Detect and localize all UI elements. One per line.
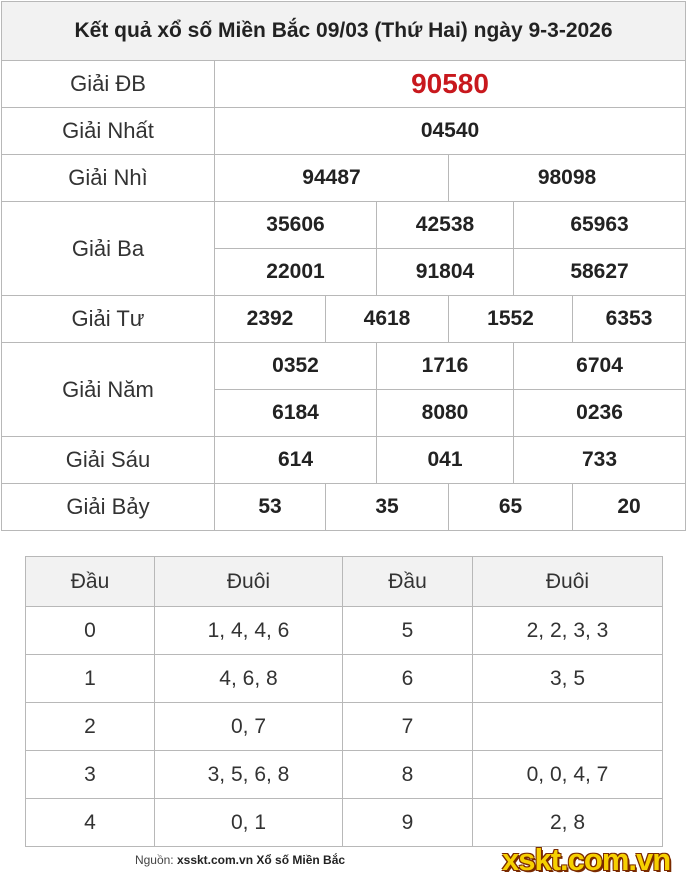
loto-row — [26, 703, 663, 751]
loto-duoi: 2, 8 — [473, 799, 663, 847]
loto-head-tail-table — [25, 556, 663, 847]
source-site: xsskt.com.vn Xổ số Miền Bắc — [176, 853, 346, 867]
loto-header-duoi: Đuôi — [473, 557, 663, 607]
prize-number: 2392 — [215, 296, 326, 343]
prize-number: 4618 — [326, 296, 449, 343]
prize-row-nhi — [2, 155, 686, 202]
prize-row-tu — [2, 296, 686, 343]
prize-number: 0352 — [215, 343, 377, 390]
prize-number: 42538 — [377, 202, 514, 249]
loto-dau: 6 — [343, 655, 473, 703]
loto-row — [26, 799, 663, 847]
prize-row-sau — [2, 437, 686, 484]
loto-dau: 9 — [343, 799, 473, 847]
prize-number: 20 — [573, 484, 686, 531]
loto-header-duoi: Đuôi — [155, 557, 343, 607]
prize-label-bay: Giải Bảy — [2, 484, 215, 531]
loto-duoi: 1, 4, 4, 6 — [155, 607, 343, 655]
source-footer — [0, 853, 480, 867]
loto-duoi: 4, 6, 8 — [155, 655, 343, 703]
prize-label-db: Giải ĐB — [2, 61, 215, 108]
prize-number: 65963 — [514, 202, 686, 249]
loto-duoi: 0, 7 — [155, 703, 343, 751]
special-prize-number: 90580 — [215, 61, 686, 108]
prize-label-nhat: Giải Nhất — [2, 108, 215, 155]
result-title-row — [2, 2, 686, 61]
loto-dau: 5 — [343, 607, 473, 655]
prize-number: 8080 — [377, 390, 514, 437]
prize-row-db — [2, 61, 686, 108]
loto-duoi: 3, 5 — [473, 655, 663, 703]
prize-number: 6704 — [514, 343, 686, 390]
loto-duoi: 0, 0, 4, 7 — [473, 751, 663, 799]
prize-number: 91804 — [377, 249, 514, 296]
prize-number: 65 — [449, 484, 573, 531]
prize-number: 35 — [326, 484, 449, 531]
result-title: Kết quả xổ số Miền Bắc 09/03 (Thứ Hai) ngày 9-3-2026 — [2, 2, 686, 61]
prize-number: 733 — [514, 437, 686, 484]
loto-dau: 7 — [343, 703, 473, 751]
prize-number: 1716 — [377, 343, 514, 390]
loto-duoi: 0, 1 — [155, 799, 343, 847]
prize-row-bay — [2, 484, 686, 531]
prize-number: 94487 — [215, 155, 449, 202]
prize-number: 1552 — [449, 296, 573, 343]
prize-label-nhi: Giải Nhì — [2, 155, 215, 202]
loto-dau: 8 — [343, 751, 473, 799]
prize-label-ba: Giải Ba — [2, 202, 215, 296]
prize-number: 35606 — [215, 202, 377, 249]
prize-number: 6353 — [573, 296, 686, 343]
prize-row-ba — [2, 202, 686, 249]
loto-row — [26, 655, 663, 703]
prize-label-sau: Giải Sáu — [2, 437, 215, 484]
prize-number: 614 — [215, 437, 377, 484]
loto-dau: 3 — [26, 751, 155, 799]
loto-dau: 1 — [26, 655, 155, 703]
loto-duoi: 3, 5, 6, 8 — [155, 751, 343, 799]
prize-label-nam: Giải Năm — [2, 343, 215, 437]
prize-number: 98098 — [449, 155, 686, 202]
prize-number: 04540 — [215, 108, 686, 155]
lottery-result-table — [1, 1, 686, 531]
loto-dau: 0 — [26, 607, 155, 655]
prize-row-nhat — [2, 108, 686, 155]
loto-dau: 2 — [26, 703, 155, 751]
loto-duoi: 2, 2, 3, 3 — [473, 607, 663, 655]
prize-number: 041 — [377, 437, 514, 484]
loto-dau: 4 — [26, 799, 155, 847]
prize-number: 0236 — [514, 390, 686, 437]
source-prefix: Nguồn: — [134, 853, 174, 867]
prize-number: 22001 — [215, 249, 377, 296]
loto-header-row — [26, 557, 663, 607]
prize-number: 6184 — [215, 390, 377, 437]
site-logo: xskt.com.vn — [502, 842, 671, 877]
prize-number: 58627 — [514, 249, 686, 296]
loto-row — [26, 607, 663, 655]
loto-row — [26, 751, 663, 799]
prize-number: 53 — [215, 484, 326, 531]
loto-duoi — [473, 703, 663, 751]
loto-header-dau: Đầu — [26, 557, 155, 607]
prize-label-tu: Giải Tư — [2, 296, 215, 343]
prize-row-nam — [2, 343, 686, 390]
loto-header-dau: Đầu — [343, 557, 473, 607]
